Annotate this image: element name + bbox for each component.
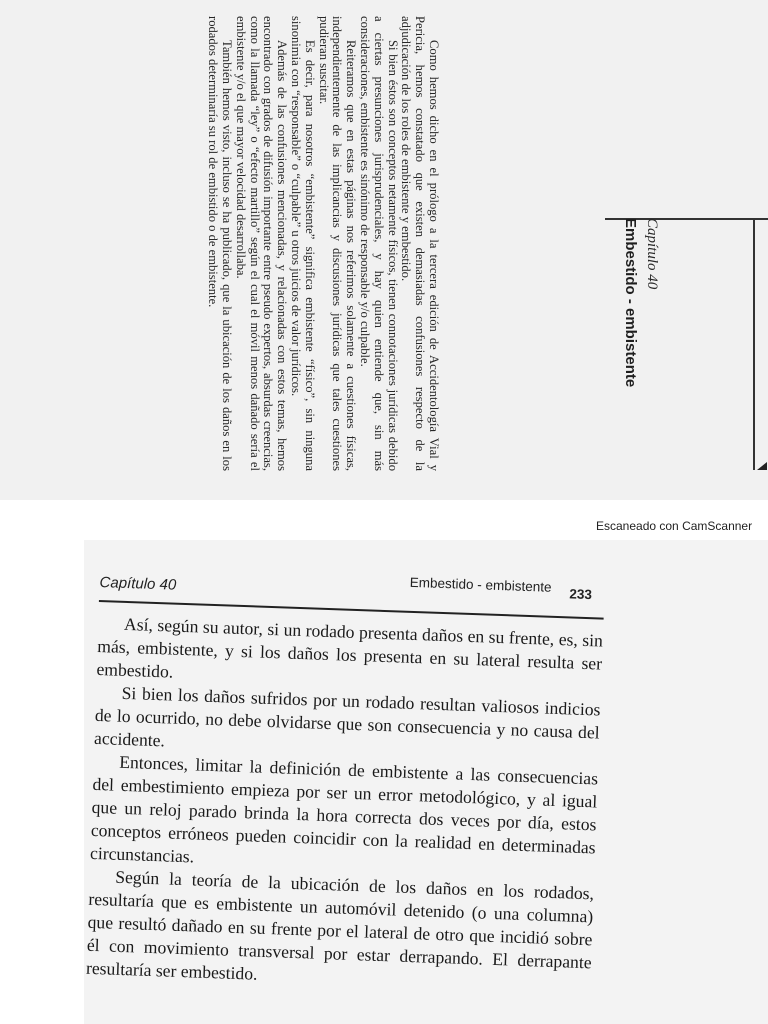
bottom-page-body <box>86 612 604 997</box>
bottom-paragraph-3: Entonces, limitar la definición de embistente a las consecuencias del embestimiento empieza por ser un error metodológico, y al igual que un reloj parado brinda la hora correcta dos veces por día, estos conceptos erróneos pueden coincidir con la realidad en determinadas circunstancias. <box>89 751 599 867</box>
bottom-page-header <box>99 570 605 614</box>
bottom-running-title: Embestido - embistente <box>409 574 552 595</box>
top-paragraph-3: Reiteramos que en estas páginas nos referimos solamente a cuestiones físicas, independientemente de las implicancias y discusiones jurídicas que tales cuestiones pudieran suscitar. <box>316 16 359 471</box>
top-paragraph-2: Si bien éstos son conceptos netamente físicos, tienen connotaciones jurídicas debido a ciertas presunciones jurisprudenciales, y hay quien entiende que, sin más consideraciones, embistente es sinónimo de responsable y/o culpable. <box>358 16 400 471</box>
top-paragraph-1: Como hemos dicho en el prólogo a la tercera edición de Accidentología Vial y Pericia, hemos constatado que existen demasiadas confusiones respecto de la adjudicación de los roles de embistente y embestido. <box>399 16 441 471</box>
bottom-paragraph-1: Así, según su autor, si un rodado presenta daños en su frente, es, sin más, embistente, y si los daños los presenta en su lateral resulta ser embestido. <box>96 613 604 682</box>
top-paragraph-6: También hemos visto, incluso se ha publicado, que la ubicación de los daños en los rodados determinaría su rol de embistido o de embistente. <box>206 16 235 471</box>
bottom-chapter-label: Capítulo 40 <box>99 573 177 594</box>
bottom-page-content <box>86 570 605 997</box>
top-chapter-label: Capítulo 40 <box>644 218 660 290</box>
page-number: 233 <box>569 586 593 603</box>
scanned-page-top <box>0 0 768 500</box>
bottom-paragraph-4: Según la teoría de la ubicación de los daños en los rodados, resultaría que es embistente un automóvil detenido (o una columna) que resultó dañado en su frente por el lateral de otro que incidió sobre él con movimiento transversal por estar derrapando. El derrapante resultaría ser embestido. <box>85 866 595 984</box>
top-paragraph-5: Además de las confusiones mencionadas, y relacionadas con estos temas, hemos encontrado con grados de difusión importante entre pseudo expertos, absurdas creencias, como la llamada “ley” o “efecto martillo” según el cual el móvil menos dañado sería el embistente y/o el que mayor velocidad desarrollaba. <box>233 16 290 471</box>
top-side-rule <box>753 220 755 470</box>
top-chapter-title: Embestido - embistente <box>622 218 639 388</box>
bottom-paragraph-2: Si bien los daños sufridos por un rodado resultan valiosos indicios de lo ocurrido, no debe olvidarse que son consecuencia y no causa del accidente. <box>93 682 601 751</box>
top-page-header <box>590 218 660 468</box>
top-paragraph-4: Es decir, para nosotros “embistente” significa embistente “físico”, sin ninguna sinonimia con “responsable” o “culpable” u otros juicios de valor jurídicos. <box>289 16 317 471</box>
page-corner-mark <box>757 462 767 470</box>
scanner-watermark: Escaneado con CamScanner <box>596 519 753 533</box>
top-page-body <box>80 16 440 471</box>
scanned-page-bottom <box>84 540 768 1024</box>
